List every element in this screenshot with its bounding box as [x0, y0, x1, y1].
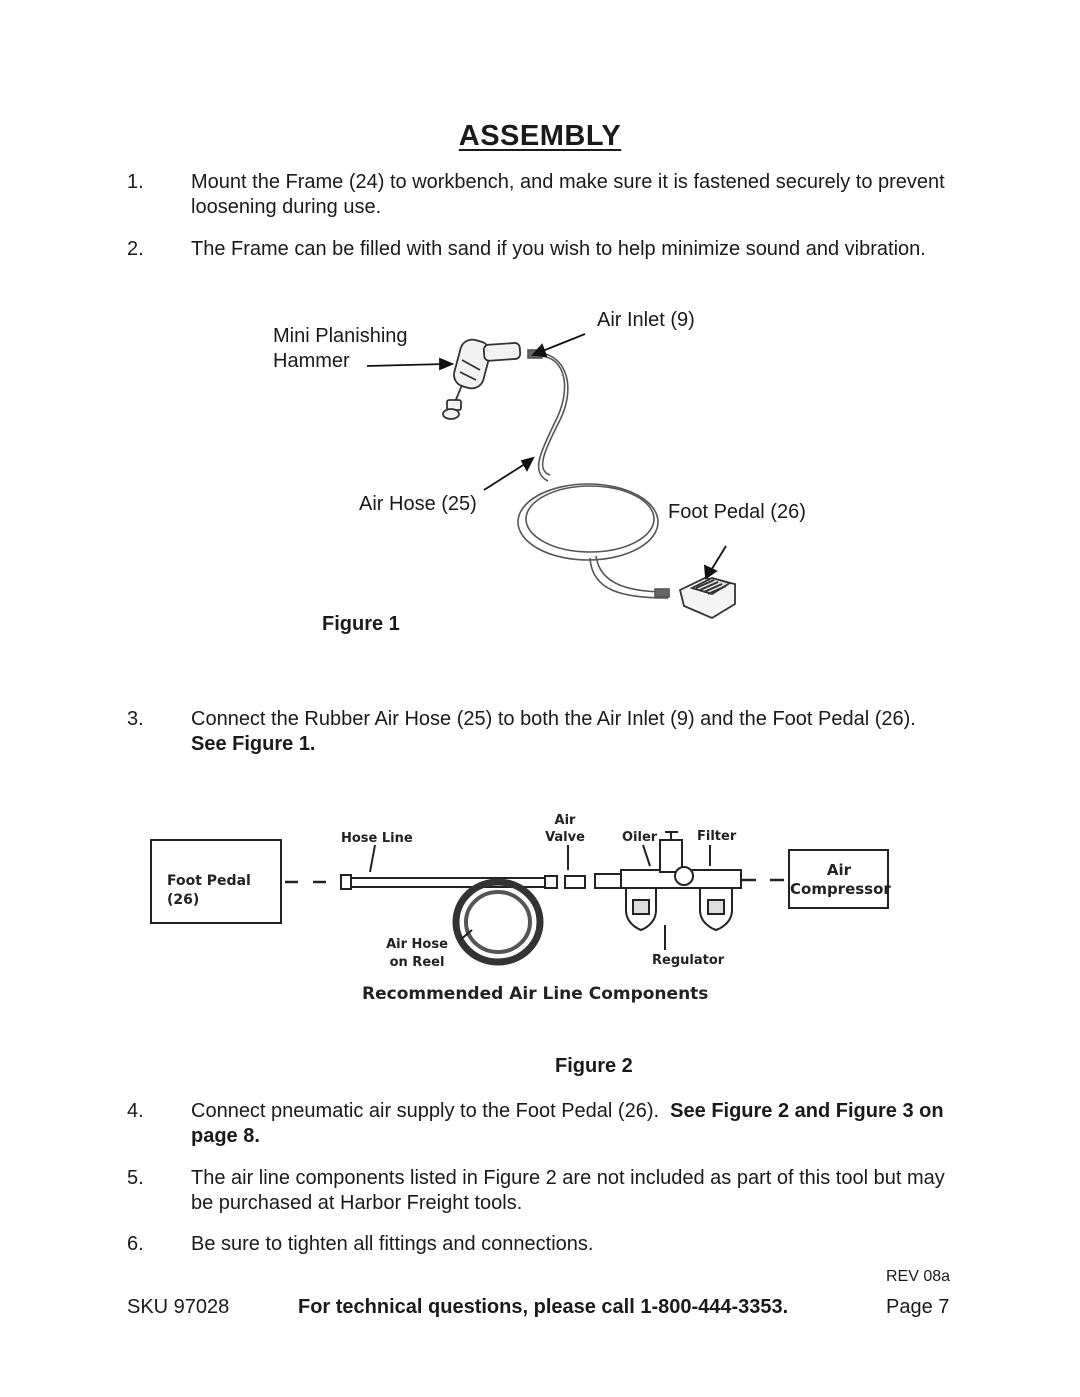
label-mini-planishing: Mini Planishing — [273, 325, 408, 347]
step-text: The air line components listed in Figure 2 are not included as part of this tool but may be purchased at Harbor Freight tools. — [191, 1167, 945, 1214]
label-compressor-2: Compressor — [790, 880, 891, 898]
label-foot-pedal-box-num: (26) — [167, 892, 200, 908]
tech-support-line: For technical questions, please call 1-800-444-3353. — [298, 1296, 789, 1318]
step-text: Mount the Frame (24) to workbench, and make sure it is fastened securely to prevent loosening during use. — [191, 171, 945, 218]
step-number: 6. — [127, 1233, 144, 1255]
figure-2-subtitle: Recommended Air Line Components — [362, 984, 709, 1004]
label-hammer: Hammer — [273, 350, 350, 372]
compressor-box — [789, 850, 891, 908]
label-air-hose: Air Hose (25) — [359, 493, 477, 515]
label-regulator: Regulator — [652, 953, 725, 968]
sku-label: SKU 97028 — [127, 1296, 230, 1318]
step-number: 3. — [127, 708, 144, 730]
label-hose-line: Hose Line — [341, 831, 413, 846]
label-foot-pedal-box: Foot Pedal — [167, 873, 251, 889]
label-air-inlet: Air Inlet (9) — [597, 309, 695, 331]
figure-2-caption: Figure 2 — [555, 1055, 633, 1077]
label-oiler: Oiler — [622, 830, 658, 845]
step-number: 2. — [127, 238, 144, 260]
page-number: Page 7 — [886, 1296, 950, 1318]
label-foot-pedal: Foot Pedal (26) — [668, 501, 806, 523]
figure-1-caption: Figure 1 — [322, 613, 400, 635]
step-text: Be sure to tighten all fittings and connections. — [191, 1233, 594, 1255]
step-number: 4. — [127, 1100, 144, 1122]
step-text: The Frame can be filled with sand if you wish to help minimize sound and vibration. — [191, 238, 926, 260]
label-air-valve-2: Valve — [545, 830, 585, 845]
label-air-hose-reel: Air Hose — [386, 937, 448, 952]
step-number: 5. — [127, 1167, 144, 1189]
step-number: 1. — [127, 171, 144, 193]
label-air-valve: Air — [554, 813, 576, 828]
step-text: Connect the Rubber Air Hose (25) to both the Air Inlet (9) and the Foot Pedal (26). See Figure 1. — [191, 708, 916, 755]
label-compressor: Air — [826, 861, 852, 879]
label-air-hose-reel-2: on Reel — [389, 955, 445, 970]
frl-unit-drawing — [621, 832, 741, 930]
step-text: Connect pneumatic air supply to the Foot Pedal (26). See Figure 2 and Figure 3 on page 8. — [191, 1100, 944, 1147]
label-filter: Filter — [697, 829, 737, 844]
page-title: ASSEMBLY — [458, 120, 622, 152]
revision-label: REV 08a — [886, 1268, 951, 1285]
